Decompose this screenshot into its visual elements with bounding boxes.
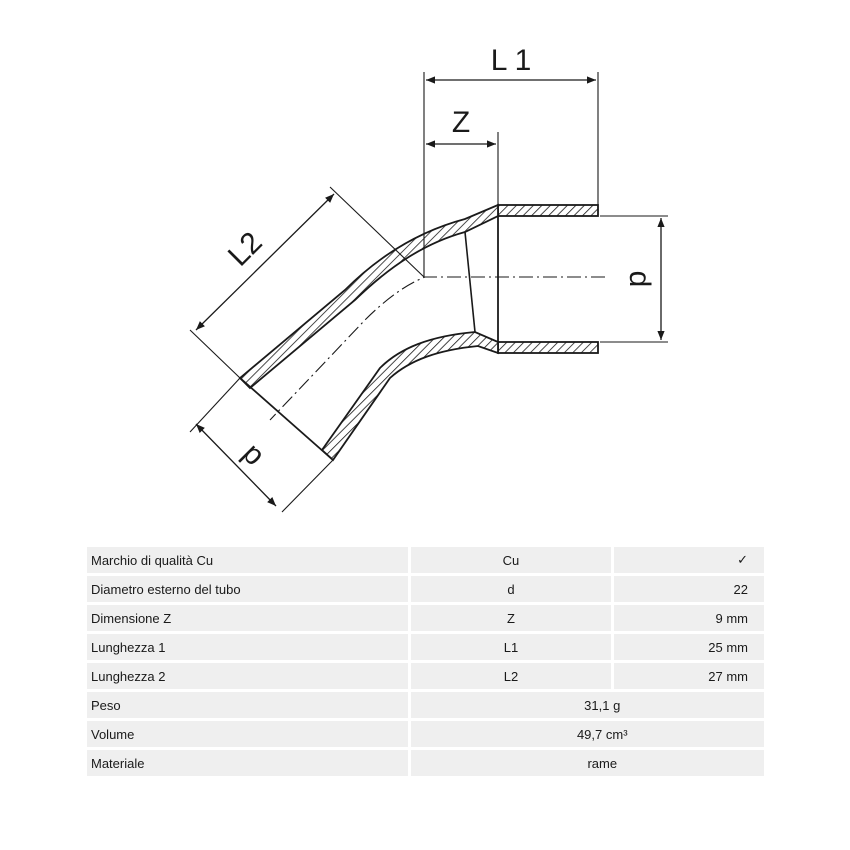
socket-bottom-wall [498, 342, 598, 353]
row-label: Peso [87, 692, 408, 718]
table-row [87, 576, 764, 602]
row-symbol: d [408, 576, 612, 602]
dim-line-l2 [196, 194, 334, 330]
dim-label-l2: L2 [221, 225, 269, 273]
dim-label-z: Z [451, 106, 471, 139]
row-label: Lunghezza 1 [87, 634, 408, 660]
row-symbol: Z [408, 605, 612, 631]
row-value: 49,7 cm³ [408, 721, 765, 747]
row-label: Lunghezza 2 [87, 663, 408, 689]
row-symbol: Cu [408, 547, 612, 573]
row-symbol: L1 [408, 634, 612, 660]
socket-shoulder [465, 232, 475, 332]
row-symbol: L2 [408, 663, 612, 689]
row-value: rame [408, 750, 765, 776]
table-row [87, 634, 764, 660]
row-label: Diametro esterno del tubo [87, 576, 408, 602]
row-label: Materiale [87, 750, 408, 776]
table-row [87, 663, 764, 689]
row-label: Volume [87, 721, 408, 747]
row-value: ✓ [611, 547, 764, 573]
bend-outer-wall [240, 205, 498, 388]
row-value: 27 mm [611, 663, 764, 689]
dim-label-l1: L 1 [490, 44, 532, 77]
table-row [87, 721, 764, 747]
ext-line-dl-bottom [282, 460, 333, 512]
table-row [87, 692, 764, 718]
ext-line-l2-end [190, 330, 240, 378]
table-row [87, 750, 764, 776]
row-value: 31,1 g [408, 692, 765, 718]
ext-line-dl-top [190, 378, 240, 432]
socket-top-wall [498, 205, 598, 216]
bend-inner-wall [322, 332, 498, 460]
row-value: 9 mm [611, 605, 764, 631]
table-row [87, 605, 764, 631]
row-value: 25 mm [611, 634, 764, 660]
dim-label-d-left: d [233, 439, 269, 475]
table-row [87, 547, 764, 573]
row-label: Marchio di qualità Cu [87, 547, 408, 573]
row-value: 22 [611, 576, 764, 602]
row-label: Dimensione Z [87, 605, 408, 631]
spec-table [87, 544, 764, 779]
dim-label-d-right: d [623, 270, 656, 288]
